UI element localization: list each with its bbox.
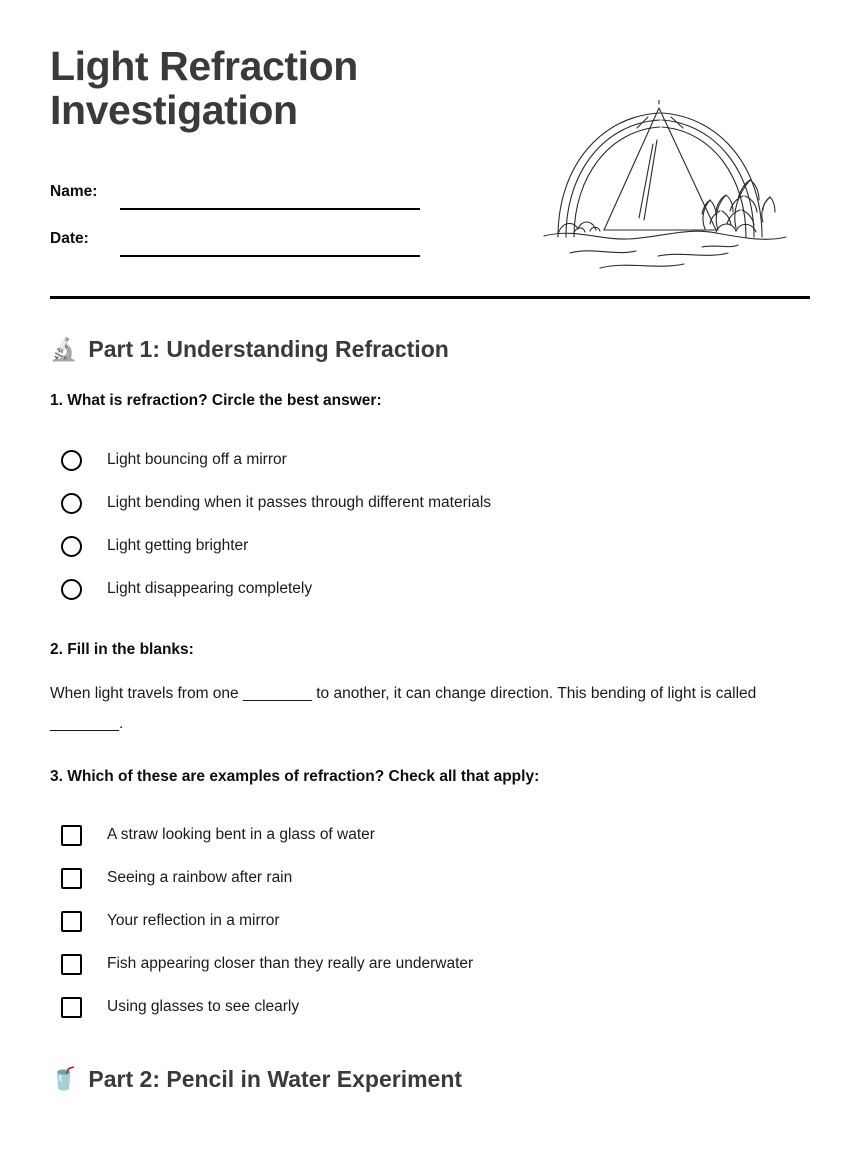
section-part-1: [50, 337, 810, 1029]
option-row[interactable]: [50, 986, 810, 1029]
question-1-prompt: 1. What is refraction? Circle the best answer:: [50, 392, 382, 410]
section-title-part-1: Part 1: Understanding Refraction: [88, 336, 449, 362]
option-row[interactable]: [50, 525, 810, 568]
radio-button[interactable]: [61, 579, 82, 600]
student-info-fields: [50, 163, 420, 257]
date-field-label: Date:: [50, 230, 89, 248]
radio-button[interactable]: [61, 536, 82, 557]
date-input[interactable]: [120, 229, 420, 257]
worksheet-header: [50, 0, 810, 296]
option-label: Fish appearing closer than they really are underwater: [107, 955, 474, 972]
section-part-2: [50, 1067, 810, 1092]
checkbox[interactable]: [61, 911, 82, 932]
name-field-row: [50, 163, 420, 210]
header-divider: [50, 296, 810, 299]
question-3-prompt: 3. Which of these are examples of refraction? Check all that apply:: [50, 768, 540, 786]
checkbox[interactable]: [61, 954, 82, 975]
name-input[interactable]: [120, 182, 420, 210]
question-2-body: When light travels from one ________ to another, it can change direction. This bending of light is called ________.: [50, 685, 757, 732]
section-heading-part-1: [50, 337, 810, 362]
question-1-options: [50, 439, 810, 611]
option-label: Light getting brighter: [107, 537, 249, 555]
option-label: Using glasses to see clearly: [107, 998, 300, 1015]
section-heading-part-2: [50, 1067, 810, 1092]
option-row[interactable]: [50, 814, 810, 857]
radio-button[interactable]: [61, 493, 82, 514]
question-3-options: [50, 814, 810, 1029]
radio-button[interactable]: [61, 450, 82, 471]
checkbox[interactable]: [61, 825, 82, 846]
checkbox[interactable]: [61, 997, 82, 1018]
date-field-row: [50, 210, 420, 257]
checkbox[interactable]: [61, 868, 82, 889]
option-label: Seeing a rainbow after rain: [107, 869, 293, 886]
section-title-part-2: Part 2: Pencil in Water Experiment: [88, 1065, 463, 1092]
option-row[interactable]: [50, 857, 810, 900]
prism-rainbow-illustration: [540, 100, 790, 275]
page-title: Light Refraction Investigation: [50, 43, 358, 134]
cup-with-straw-icon: 🥤: [50, 1066, 78, 1092]
option-row[interactable]: [50, 568, 810, 611]
option-row[interactable]: [50, 943, 810, 986]
option-label: Your reflection in a mirror: [107, 912, 280, 929]
name-field-label: Name:: [50, 183, 98, 201]
option-label: Light bending when it passes through different materials: [107, 494, 492, 512]
option-row[interactable]: [50, 439, 810, 482]
option-row[interactable]: [50, 482, 810, 525]
option-label: Light bouncing off a mirror: [107, 451, 287, 469]
option-row[interactable]: [50, 900, 810, 943]
question-2-prompt: 2. Fill in the blanks:: [50, 640, 194, 658]
option-label: A straw looking bent in a glass of water: [107, 826, 375, 843]
microscope-icon: 🔬: [50, 336, 78, 362]
option-label: Light disappearing completely: [107, 580, 313, 598]
